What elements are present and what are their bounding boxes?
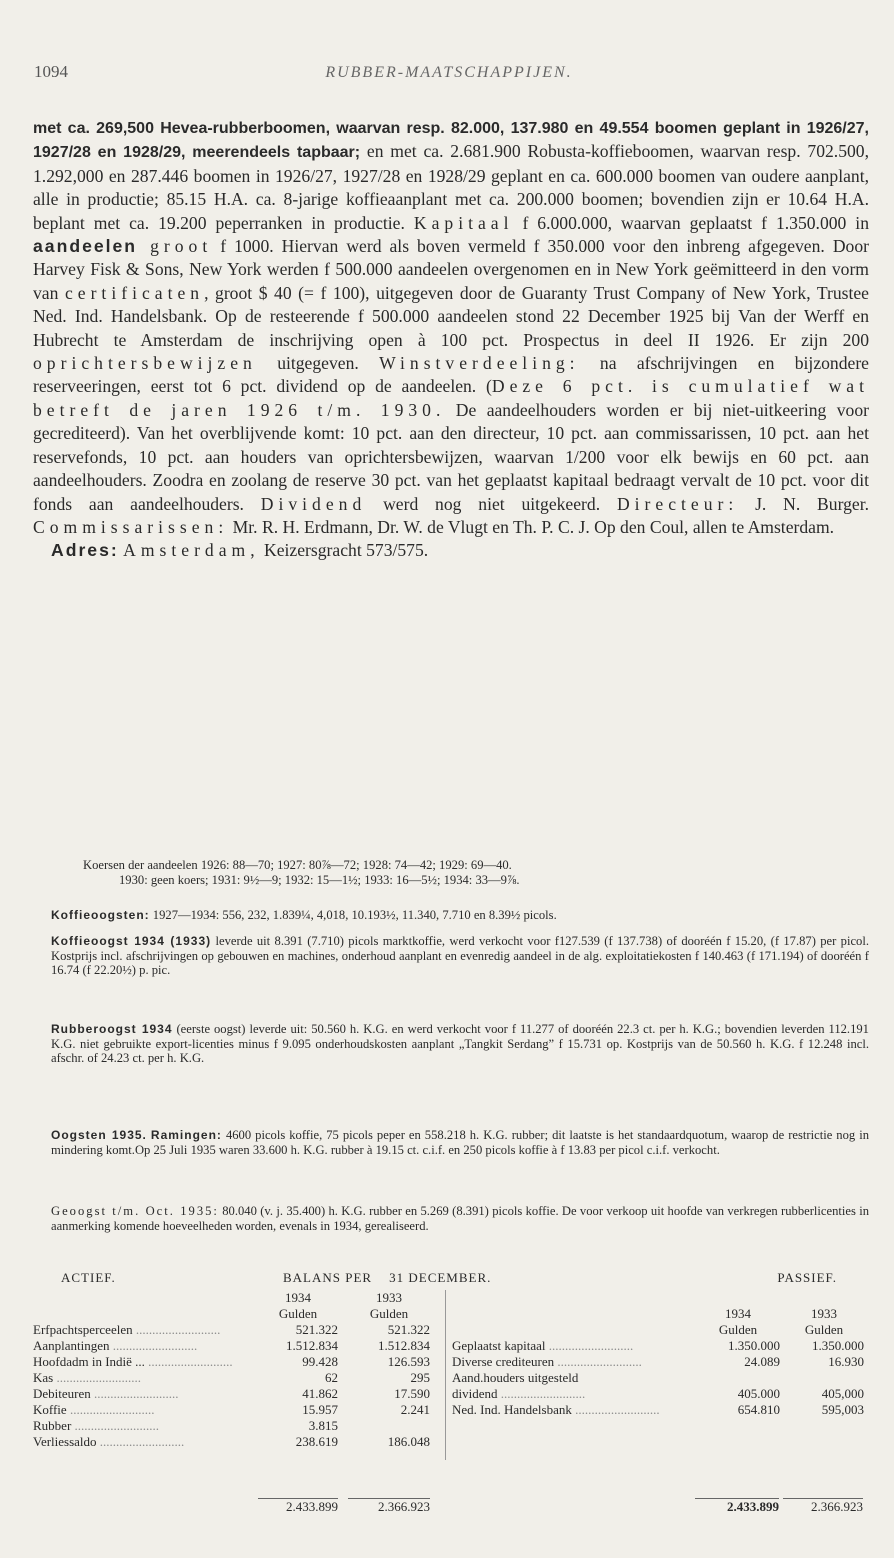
actief-value-1934: 15.957 [302,1402,338,1417]
groot-label: groot [137,236,213,257]
koersen-line-2: 1930: geen koers; 1931: 9½—9; 1932: 15—1½; 1933: 16—5½; 1934: 33—9⅞. [119,873,520,887]
actief-column [33,1290,445,1450]
running-title: RUBBER-MAATSCHAPPIJEN. [325,64,573,81]
passief-row [446,1354,870,1370]
year-1933: 1933 [811,1306,837,1321]
rubberoogst-block [33,1022,869,1066]
year-1934: 1934 [285,1290,311,1305]
cumulatief-clause: Deze 6 pct. is cumulatief wat betreft de jaren 1926 t/m. 1930. [33,376,869,420]
actief-value-1934: 41.862 [302,1386,338,1401]
kapitaal-text-4: uitgegeven. [256,353,380,374]
actief-label: Aanplantingen ..... [33,1338,261,1354]
actief-value-1933: 295 [410,1370,430,1385]
actief-row [33,1354,445,1370]
directeur-label: Directeur: [616,493,739,514]
ramingen-label: Ramingen: [150,1128,222,1142]
actief-label: ACTIEF. [61,1270,116,1285]
oogsten-1935-block [33,1128,869,1157]
actief-value-1934: 238.619 [295,1434,338,1449]
actief-value-1933: 126.593 [387,1354,430,1369]
winst-text-2: De aandeelhouders worden er bij niet-uitkeering voor gecrediteerd). Van het overblijvende komt: 10 pct. aan den directeur, 10 pct. aan commissarissen, 10 pct. aan het reservefonds, 10 pct. aan houders van oprichtersbewijzen, waarvan [33,399,869,467]
passief-row [446,1338,870,1354]
address-line [33,539,869,562]
winst-text-3: voor elk bewijs en 60 pct. aan aandeelhouders. Zoodra en zoolang de reserve 30 pct. van het geplaatst kapitaal bedraagt vervalt de 10 pct. voor dit fonds aan aandeelhouders. [33,446,870,514]
actief-label: Rubber ..... [33,1418,261,1434]
passief-value-1933: 595,003 [821,1402,864,1417]
balance-sheet [33,1270,869,1530]
koffieoogst-1934-label: Koffieoogst 1934 (1933) [51,934,212,948]
balance-title-right: 31 DECEMBER. [389,1270,492,1285]
share-prices [33,858,869,888]
dividend-text: werd nog niet uitgekeerd. [366,493,617,514]
actief-label: Debiteuren ..... [33,1386,261,1402]
passief-value-1934: 24.089 [744,1354,780,1369]
geoogst-block [33,1204,869,1233]
rubber-trees-bold: met ca. 269,500 Hevea-rubberboomen, waarvan resp. 82.000, 137.980 en 49.554 boomen geplant in 1926/27, 1927/28 en 1928/29, meerendeels tapbaar; [33,120,869,162]
company-description [33,116,869,539]
actief-label: Verliessaldo ..... [33,1434,261,1450]
adres-label: Adres: [51,540,119,561]
geoogst-text: 80.040 (v. j. 35.400) h. K.G. rubber en 5.269 (8.391) picols koffie. De voor verkoop uit hoofde van verkregen rubberlicenties in aanmerking komende hoeveelheden worden, evenals in 1934, gerealiseerd. [51,1204,869,1233]
passief-currency-row [446,1322,870,1338]
currency-1934: Gulden [718,1322,758,1337]
year-1934: 1934 [725,1306,751,1321]
passief-value-1933: 16.930 [828,1354,864,1369]
balance-title-left: BALANS PER [283,1270,373,1285]
fraction: 1/200 [565,446,606,467]
actief-row [33,1386,445,1402]
kapitaal-text-2: f 1000. Hiervan werd als boven vermeld f 350.000 voor den inbreng afgegeven. Door Harvey Fisk & Sons, New York werden f 500.000 aandeelen overgenomen en in New York geëmitteerd in den vorm van [33,236,869,303]
certificaten-label: certificaten [64,282,205,303]
passief-label: Ned. Ind. Handelsbank ..... [452,1402,692,1418]
currency-1934: Gulden [278,1306,318,1321]
koffieoogsten-label: Koffieoogsten: [51,908,150,922]
main-text [33,116,869,563]
actief-value-1933: 186.048 [387,1434,430,1449]
actief-value-1933: 17.590 [394,1386,430,1401]
passief-value-1934: 654.810 [737,1402,780,1417]
actief-value-1934: 1.512.834 [286,1338,338,1353]
actief-row [33,1370,445,1386]
oogsten-1935-text: 4600 picols koffie, 75 picols peper en 558.218 h. K.G. rubber; dit laatste is het standaardquotum, waarop de restrictie nog in mindering komt.Op 25 Juli 1935 waren 33.600 h. K.G. rubber à 19.15 ct. c.i.f. en 250 picols koffie à f 13.83 per picol c.i.f. verkocht. [51,1128,869,1157]
oogsten-1935-label: Oogsten 1935. [51,1128,147,1142]
actief-label: Erfpachtsperceelen ..... [33,1322,261,1338]
actief-value-1933: 521.322 [387,1322,430,1337]
koffieoogst-1934-text: leverde uit 8.391 (7.710) picols marktkoffie, werd verkocht voor f127.539 (f 137.738) of dooréén f 15.20, (f 17.87) per picol. Kostprijs incl. afschrijvingen op gebouwen en machines, onderhoud aanplant en evenredig aandeel in de alg. exploitatiekosten f 140.463 (f 171.194) of dooréén f 16.74 (f 22.20½) p. pic. [51,934,869,978]
page-header [34,62,864,86]
passief-value-1933: 1.350.000 [812,1338,864,1353]
actief-value-1934: 3.815 [308,1418,338,1433]
passief-total-1934: 2.433.899 [695,1498,779,1515]
passief-column [445,1290,870,1460]
rubberoogst-text: (eerste oogst) leverde uit: 50.560 h. K.G. en werd verkocht voor f 11.277 of dooréén 22.3 ct. per h. K.G.; bovendien leverden 112.191 K.G. niet gebruikte export-licenties minus f 9.095 onderhoudskosten aanplant „Tangkit Serdang” f 15.731 op. Kostprijs van de 50.560 h. K.G. f 12.248 incl. afschr. of 24.23 ct. per h. K.G. [51,1022,869,1066]
geoogst-label: Geoogst t/m. Oct. 1935: [51,1204,219,1218]
actief-value-1933: 1.512.834 [378,1338,430,1353]
currency-1933: Gulden [369,1306,409,1321]
page-number: 1094 [34,62,68,81]
actief-row [33,1322,445,1338]
passief-years-row [446,1306,870,1322]
actief-years-row [33,1290,445,1306]
balance-title [283,1270,491,1286]
koffieoogst-1934-block [33,934,869,978]
passief-label: Geplaatst kapitaal ..... [452,1338,692,1354]
adres-city: Amsterdam, [123,540,260,561]
dividend-label: Dividend [260,493,367,514]
adres-text: Keizersgracht 573/575. [259,540,429,561]
kapitaal-label: Kapitaal [413,212,514,233]
passief-row [446,1370,870,1386]
actief-label: Hoofdadm in Indië ... ..... [33,1354,261,1370]
plantation-text: en met ca. 2.681.900 Robusta-koffieboomen, waarvan resp. 702.500, 1.292,000 en 287.446 boomen in 1926/27, 1927/28 en 1928/29 geplant en ca. 600.000 boomen van oudere aanplant, alle in productie; 85.15 H.A. ca. 8-jarige koffieaanplant met ca. 200.000 boomen; bovendien zijn er 10.64 H.A. beplant met ca. 19.200 peperranken in productie. [33,141,869,233]
passief-row [446,1402,870,1418]
directeur-text: J. N. Burger. [738,493,870,514]
actief-total-1934: 2.433.899 [258,1498,338,1515]
actief-label: Koffie ..... [33,1402,261,1418]
winstverdeeling-label: Winstverdeeling: [379,353,580,374]
passief-label: Aand.houders uitgesteld [452,1370,579,1385]
actief-row [33,1418,445,1434]
winst-text: na afschrijvingen en bijzondere reserveeringen, eerst tot 6 pct. dividend op de aandeelen. ( [33,353,869,397]
actief-row [33,1402,445,1418]
actief-total-1933: 2.366.923 [348,1498,430,1515]
actief-value-1933: 2.241 [400,1402,430,1417]
passief-label: Diverse crediteuren ..... [452,1354,692,1370]
actief-label: Kas ..... [33,1370,261,1386]
year-1933: 1933 [376,1290,402,1305]
passief-value-1933: 405,000 [821,1386,864,1401]
balance-header [33,1270,869,1290]
koersen-line-1: Koersen der aandeelen 1926: 88—70; 1927: 80⅞—72; 1928: 74—42; 1929: 69—40. [83,858,512,872]
passief-label: PASSIEF. [777,1270,837,1285]
balance-body [33,1290,869,1530]
passief-total-1933: 2.366.923 [783,1498,863,1515]
actief-currency-row [33,1306,445,1322]
oprichtersbewijzen-label: oprichtersbewijzen [33,353,257,374]
kapitaal-text: f 6.000.000, waarvan geplaatst f 1.350.000 in [513,212,869,233]
actief-row [33,1434,445,1450]
passief-value-1934: 1.350.000 [728,1338,780,1353]
actief-value-1934: 62 [325,1370,338,1385]
passief-value-1934: 405.000 [737,1386,780,1401]
actief-row [33,1338,445,1354]
koffieoogsten-block [33,908,869,923]
commissarissen-label: Commissarissen: [33,516,229,537]
passief-label: dividend ..... [452,1386,692,1402]
kapitaal-text-3: , groot $ 40 (= f 100), uitgegeven door de Guaranty Trust Company of New York, Trustee Ned. Ind. Handelsbank. Op de resteerende f 500.000 aandeelen stond 22 December 1925 bij Van der Werff en Hubrecht te Amsterdam de inschrijving open à 100 pct. Prospectus in deel II 1926. Er zijn 200 [33,282,869,350]
actief-value-1934: 99.428 [302,1354,338,1369]
rubberoogst-label: Rubberoogst 1934 [51,1022,173,1036]
passief-row [446,1386,870,1402]
passief-spacer [446,1290,870,1306]
koffieoogsten-text: 1927—1934: 556, 232, 1.839¼, 4,018, 10.193½, 11.340, 7.710 en 8.39½ picols. [149,908,557,922]
commissarissen-text: Mr. R. H. Erdmann, Dr. W. de Vlugt en Th. P. C. J. Op den Coul, allen te Amsterdam. [228,516,835,537]
currency-1933: Gulden [804,1322,844,1337]
aandeelen-label: aandeelen [33,236,138,257]
actief-value-1934: 521.322 [295,1322,338,1337]
